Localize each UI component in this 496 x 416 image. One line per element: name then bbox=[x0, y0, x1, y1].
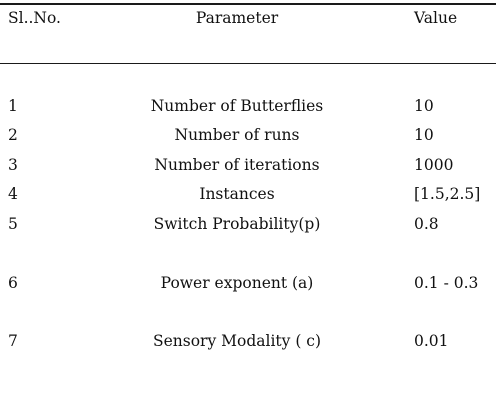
header-value: Value bbox=[414, 9, 458, 27]
table-header-rule bbox=[0, 63, 496, 64]
row-number: 6 bbox=[8, 274, 18, 292]
row-number: 5 bbox=[8, 215, 18, 233]
row-number: 4 bbox=[8, 185, 18, 203]
row-value: 10 bbox=[414, 97, 434, 115]
table-top-rule bbox=[0, 3, 496, 5]
row-value: 1000 bbox=[414, 156, 454, 174]
row-number: 7 bbox=[8, 332, 18, 350]
row-value: 10 bbox=[414, 126, 434, 144]
header-sl-no: Sl..No. bbox=[8, 9, 61, 27]
row-parameter: Power exponent (a) bbox=[160, 274, 314, 292]
row-parameter: Instances bbox=[199, 185, 275, 203]
row-value: 0.8 bbox=[414, 215, 439, 233]
row-parameter: Sensory Modality ( c) bbox=[152, 332, 322, 350]
row-number: 1 bbox=[8, 97, 18, 115]
row-number: 2 bbox=[8, 126, 18, 144]
row-parameter: Number of runs bbox=[174, 126, 300, 144]
row-value: 0.1 - 0.3 bbox=[414, 274, 479, 292]
row-value: [1.5,2.5] bbox=[414, 185, 481, 203]
header-parameter: Parameter bbox=[195, 9, 279, 27]
row-parameter: Number of Butterflies bbox=[150, 97, 324, 115]
row-parameter: Number of iterations bbox=[154, 156, 320, 174]
row-number: 3 bbox=[8, 156, 18, 174]
row-value: 0.01 bbox=[414, 332, 449, 350]
row-parameter: Switch Probability(p) bbox=[153, 215, 321, 233]
